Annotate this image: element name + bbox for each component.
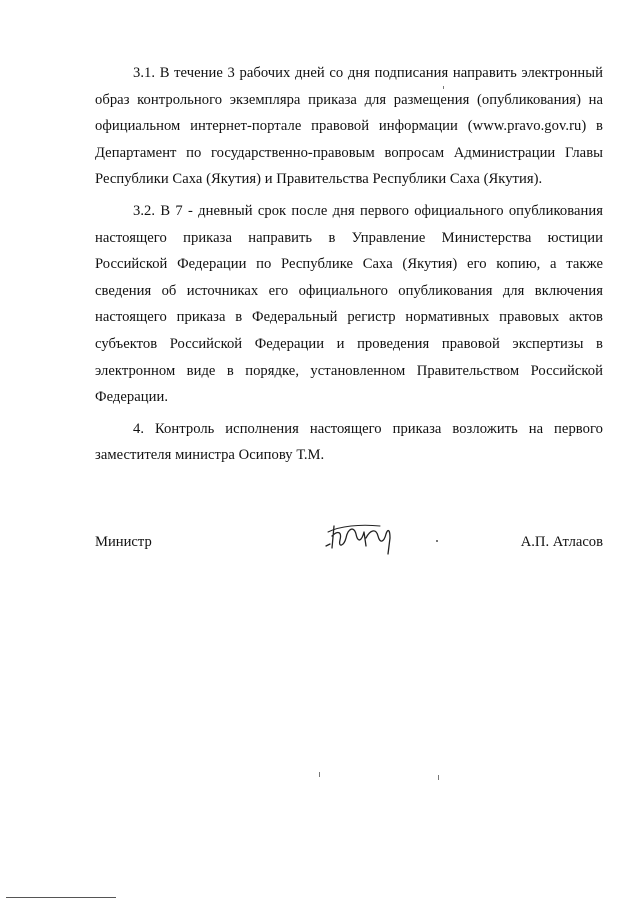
footer-rule (6, 897, 116, 898)
signature-block (95, 528, 603, 568)
paragraph-4: 4. Контроль исполнения настоящего приказа возложить на первого заместителя министра Осипову Т.М. (95, 420, 603, 464)
scan-speck (319, 772, 320, 777)
document-body (95, 60, 603, 474)
scan-speck (436, 540, 438, 542)
paragraph-3-2: 3.2. В 7 - дневный срок после дня первого официального опубликования настоящего приказа направить в Управление Министерства юстиции Российской Федерации по Республике Саха (Якутия) его копию, а также сведения об источниках его официального опубликования для включения настоящего приказа в Федеральный регистр нормативных правовых актов субъектов Российской Федерации и проведения правовой экспертизы в электронном виде в порядке, установленном Правительством Российской Федерации. (95, 202, 603, 406)
scan-speck (438, 775, 439, 780)
paragraph-3-1: 3.1. В течение 3 рабочих дней со дня подписания направить электронный образ контрольного экземпляра приказа для размещения (опубликования) на официальном интернет-портале правовой информации (www.pravo.gov.ru) в Департамент по государственно-правовым вопросам Администрации Главы Республики Саха (Якутия) и Правительства Республики Саха (Якутия). (95, 65, 603, 188)
handwritten-signature (320, 516, 400, 558)
signatory-position: Министр (95, 534, 152, 550)
scan-speck (443, 86, 444, 89)
signatory-name: А.П. Атласов (520, 534, 603, 550)
